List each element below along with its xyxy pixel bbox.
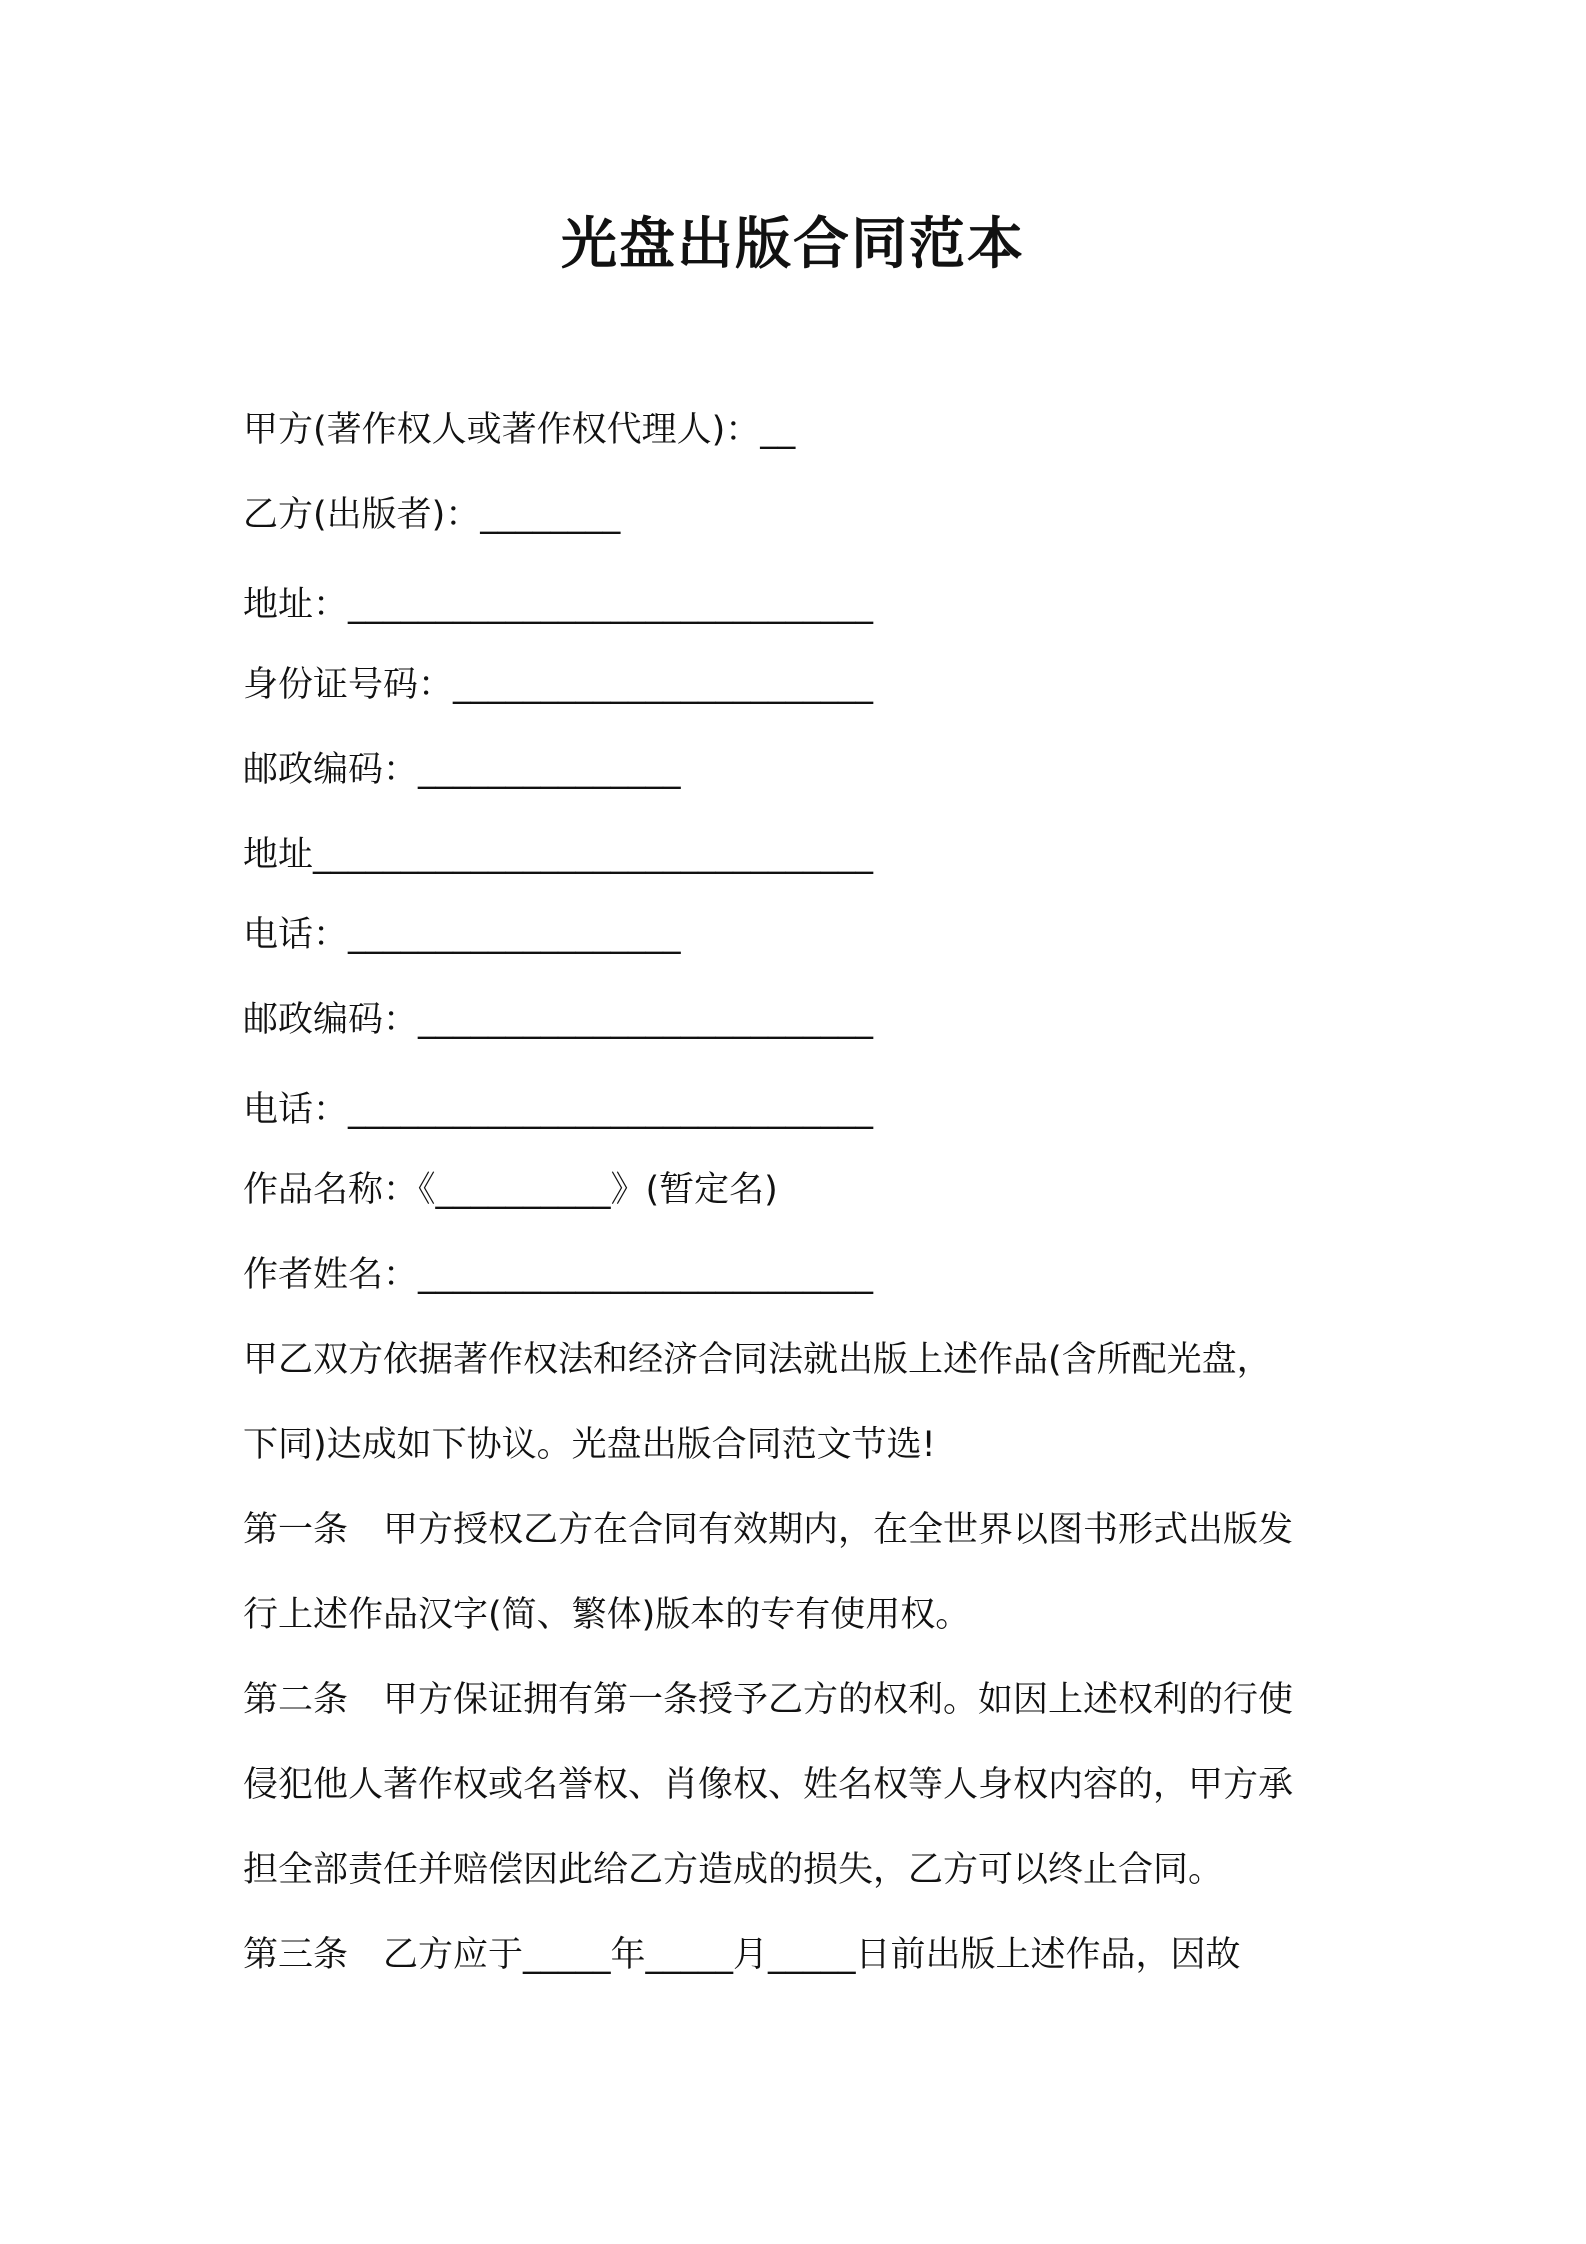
- postcode-field-2: 邮政编码：__________________________: [243, 1000, 874, 1040]
- postcode-field-1: 邮政编码：_______________: [243, 750, 681, 790]
- intro-paragraph-line-2: 下同)达成如下协议。光盘出版合同范文节选!: [243, 1425, 936, 1465]
- party-b-field: 乙方(出版者)：________: [243, 495, 621, 535]
- address-field-2: 地址________________________________: [243, 835, 874, 875]
- article-1-line-2: 行上述作品汉字(简、繁体)版本的专有使用权。: [243, 1595, 971, 1635]
- article-2-line-1: 第二条 甲方保证拥有第一条授予乙方的权利。如因上述权利的行使: [243, 1680, 1294, 1720]
- party-a-field: 甲方(著作权人或著作权代理人)：__: [243, 410, 796, 450]
- id-number-field: 身份证号码：________________________: [243, 665, 874, 705]
- work-title-field: 作品名称：《__________》(暂定名): [243, 1170, 778, 1210]
- intro-paragraph-line-1: 甲乙双方依据著作权法和经济合同法就出版上述作品(含所配光盘，: [243, 1340, 1272, 1380]
- author-name-field: 作者姓名：__________________________: [243, 1255, 874, 1295]
- phone-field-2: 电话：______________________________: [243, 1090, 874, 1130]
- article-2-line-2: 侵犯他人著作权或名誉权、肖像权、姓名权等人身权内容的，甲方承: [243, 1765, 1294, 1805]
- document-title: 光盘出版合同范本: [561, 212, 1025, 277]
- phone-field-1: 电话：___________________: [243, 915, 681, 955]
- article-3-line-1: 第三条 乙方应于_____年_____月_____日前出版上述作品，因故: [243, 1935, 1241, 1975]
- article-2-line-3: 担全部责任并赔偿因此给乙方造成的损失，乙方可以终止合同。: [243, 1850, 1224, 1890]
- article-1-line-1: 第一条 甲方授权乙方在合同有效期内，在全世界以图书形式出版发: [243, 1510, 1294, 1550]
- address-field-1: 地址：______________________________: [243, 585, 874, 625]
